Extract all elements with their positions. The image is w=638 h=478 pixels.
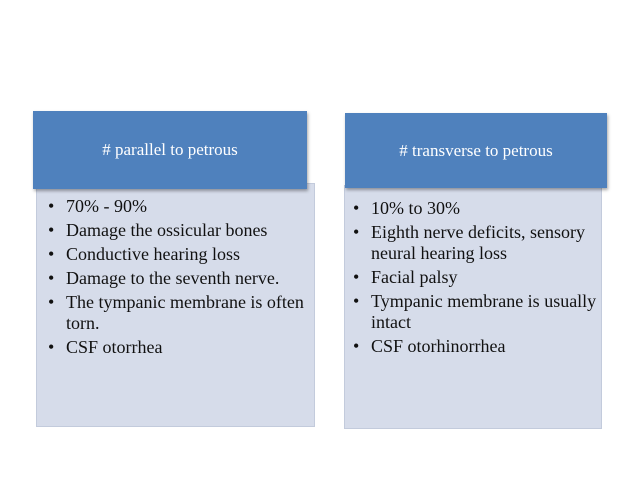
- right-header-text: # transverse to petrous: [399, 140, 553, 160]
- left-item-list: [44, 196, 312, 361]
- list-item: • CSF otorrhea: [44, 337, 312, 358]
- right-item-list: [349, 198, 599, 360]
- list-item: • Tympanic membrane is usually intact: [349, 291, 599, 333]
- list-item: • Eighth nerve deficits, sensory neural hearing loss: [349, 222, 599, 264]
- right-header: [345, 113, 607, 188]
- list-item: • Damage the ossicular bones: [44, 220, 312, 241]
- list-item: • 70% - 90%: [44, 196, 312, 217]
- list-item: • 10% to 30%: [349, 198, 599, 219]
- left-header-text: # parallel to petrous: [102, 140, 238, 159]
- list-item: • The tympanic membrane is often torn.: [44, 292, 312, 334]
- list-item: • Conductive hearing loss: [44, 244, 312, 265]
- list-item: • CSF otorhinorrhea: [349, 336, 599, 357]
- list-item: • Damage to the seventh nerve.: [44, 268, 312, 289]
- list-item: • Facial palsy: [349, 267, 599, 288]
- left-header: [33, 111, 307, 189]
